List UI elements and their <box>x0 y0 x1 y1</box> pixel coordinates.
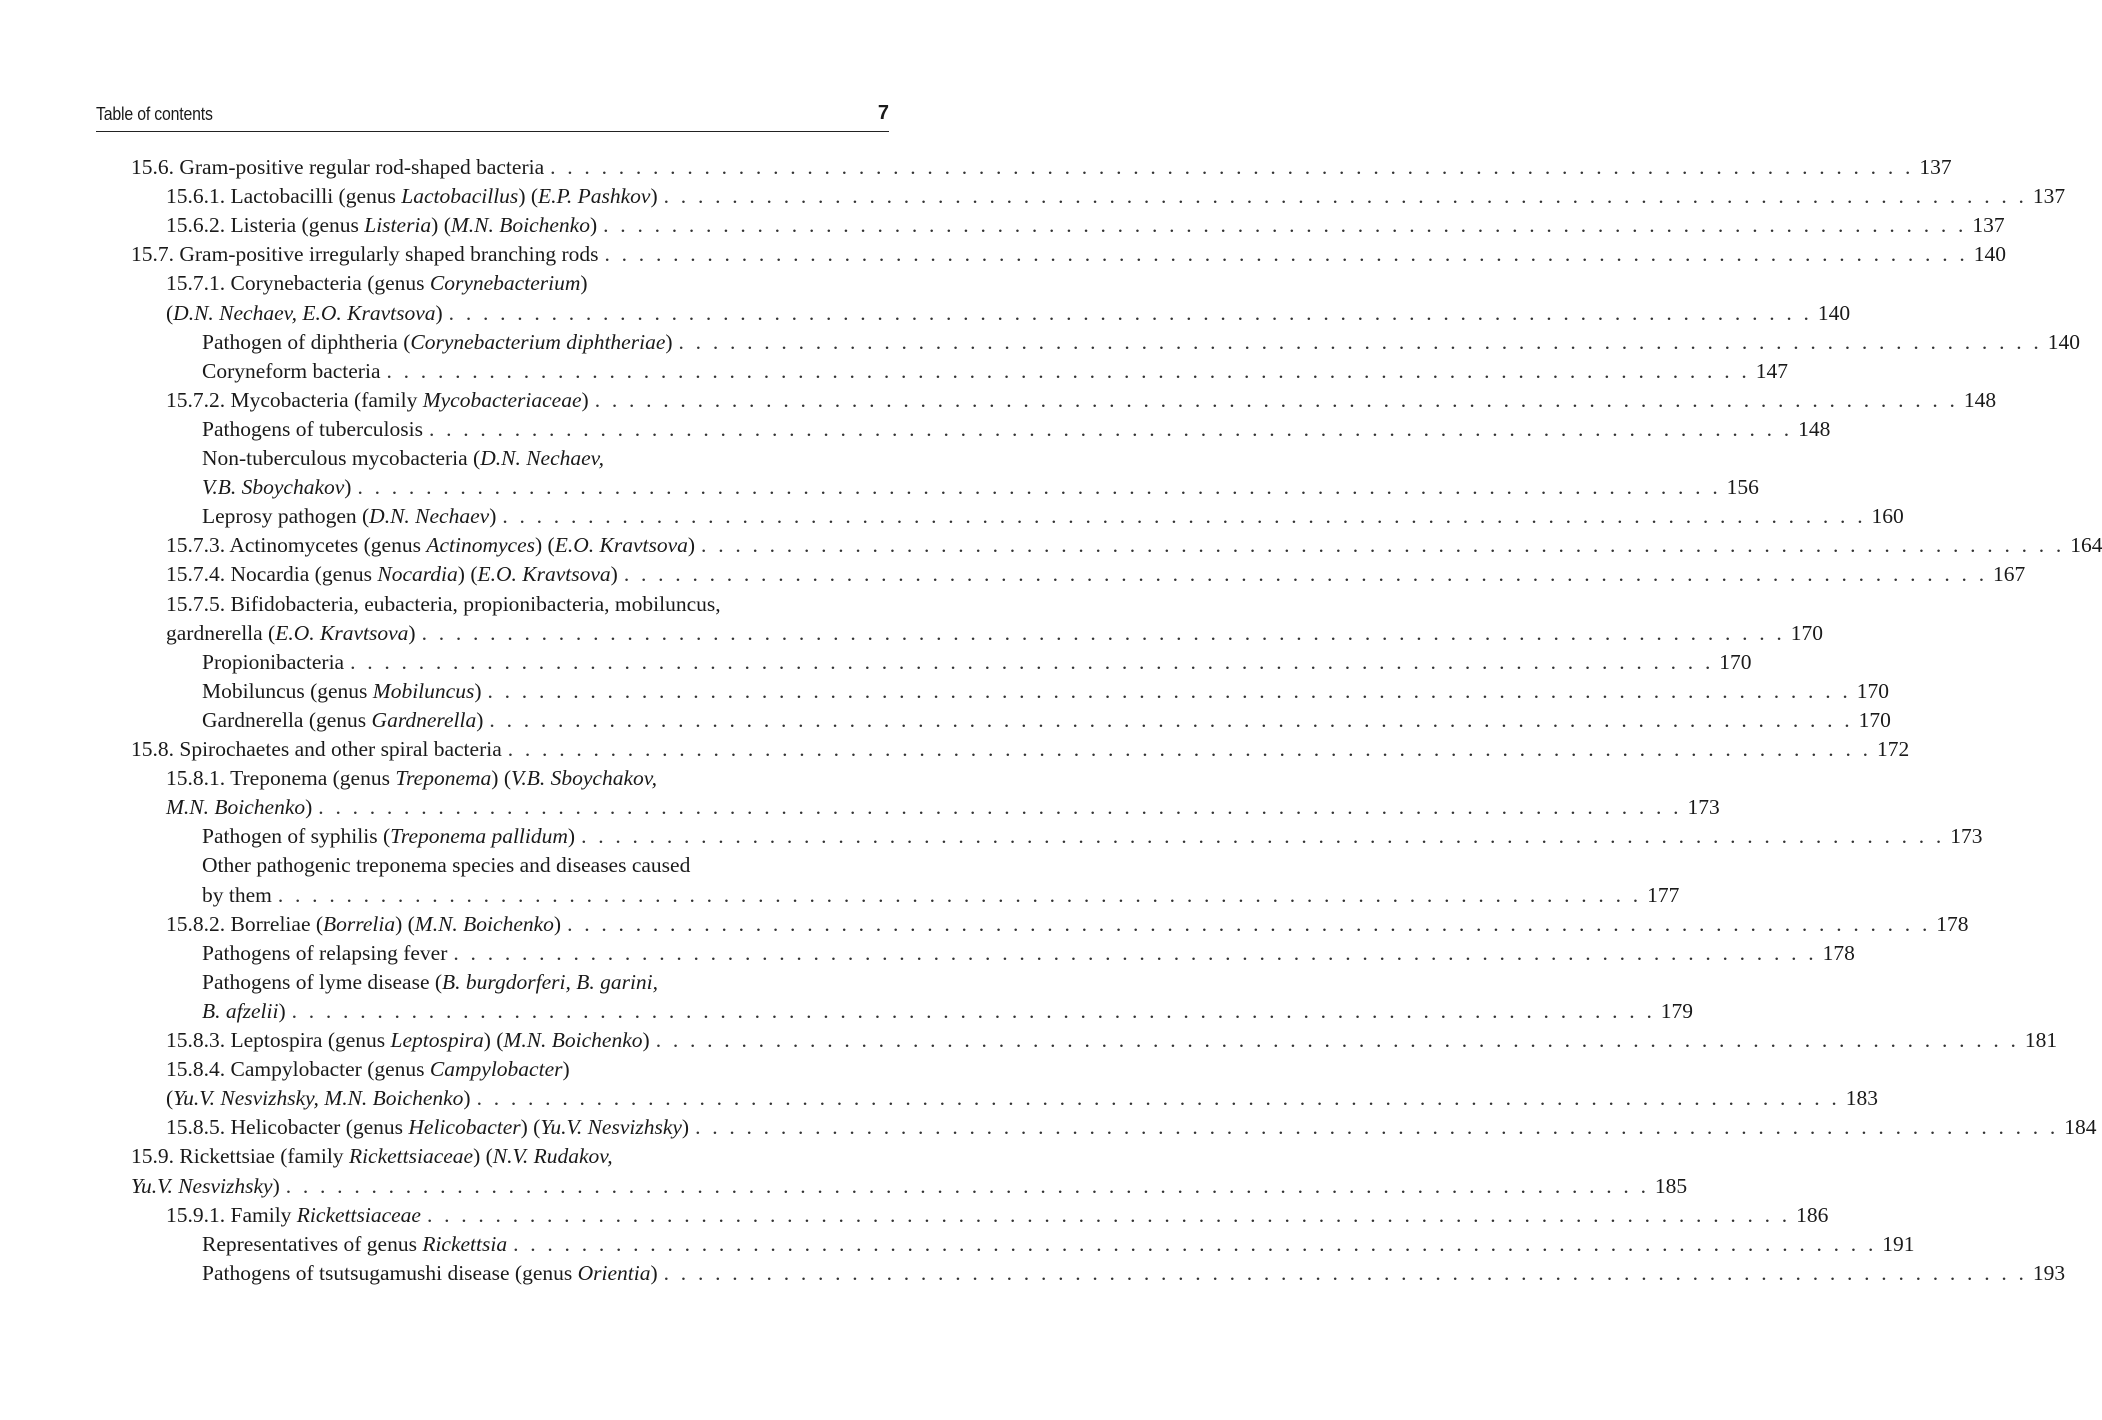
toc-entry-title: 15.6. Gram-positive regular rod-shaped bacteria <box>131 155 545 179</box>
dot-leader: . . . . . . . . . . . . . . . . . . . . . . . . . . . . . . . . . . . . . . . . . . . . . . . . . . . . . . . . . . . . . . . . . . . . . . . . . . . . . . . . <box>291 998 1656 1023</box>
toc-entry[interactable] <box>166 1055 570 1084</box>
toc-entry-title: Representatives of genus Rickettsia <box>202 1231 508 1256</box>
toc-entry-page: 181 <box>2024 1028 2058 1052</box>
toc-entry[interactable] <box>131 1142 613 1171</box>
toc-entry[interactable] <box>166 910 1969 939</box>
toc-entry-title: Other pathogenic treponema species and diseases caused <box>202 853 691 878</box>
toc-entry[interactable] <box>202 706 1891 735</box>
toc-entry[interactable] <box>202 851 690 880</box>
toc-entry-title: Leprosy pathogen (D.N. Nechaev) <box>202 504 497 529</box>
toc-entry[interactable] <box>131 153 1952 182</box>
dot-leader: . . . . . . . . . . . . . . . . . . . . . . . . . . . . . . . . . . . . . . . . . . . . . . . . . . . . . . . . . . . . . . . . . . . . . . . . . . . . . . . . <box>507 737 1872 761</box>
dot-leader: . . . . . . . . . . . . . . . . . . . . . . . . . . . . . . . . . . . . . . . . . . . . . . . . . . . . . . . . . . . . . . . . . . . . . . . . . . . . . . . . <box>386 358 1750 383</box>
toc-entry-title: 15.6.2. Listeria (genus Listeria) (M.N. Boichenko) <box>166 213 598 238</box>
toc-entry-title: (Yu.V. Nesvizhsky, M.N. Boichenko) <box>166 1086 471 1111</box>
dot-leader: . . . . . . . . . . . . . . . . . . . . . . . . . . . . . . . . . . . . . . . . . . . . . . . . . . . . . . . . . . . . . . . . . . . . . . . . . . . . . . . . <box>603 213 1967 238</box>
toc-entry-title: M.N. Boichenko) <box>166 795 313 820</box>
toc-entry[interactable] <box>166 299 1851 328</box>
dot-leader: . . . . . . . . . . . . . . . . . . . . . . . . . . . . . . . . . . . . . . . . . . . . . . . . . . . . . . . . . . . . . . . . . . . . . . . . . . . . . . . . <box>350 649 1714 674</box>
toc-entry[interactable] <box>166 619 1824 648</box>
dot-leader: . . . . . . . . . . . . . . . . . . . . . . . . . . . . . . . . . . . . . . . . . . . . . . . . . . . . . . . . . . . . . . . . . . . . . . . . . . . . . . . . <box>567 911 1931 936</box>
toc-entry[interactable] <box>166 1026 2058 1055</box>
dot-leader: . . . . . . . . . . . . . . . . . . . . . . . . . . . . . . . . . . . . . . . . . . . . . . . . . . . . . . . . . . . . . . . . . . . . . . . . . . . . . . . . <box>502 504 1866 529</box>
toc-entry-title: 15.9.1. Family Rickettsiaceae <box>166 1202 421 1227</box>
toc-entry-page: 186 <box>1796 1202 1829 1227</box>
toc-entry-title: 15.8.3. Leptospira (genus Leptospira) (M.N. Boichenko) <box>166 1028 650 1052</box>
toc-entry-page: 140 <box>1817 300 1851 325</box>
toc-entry-title: B. afzelii) <box>202 998 286 1023</box>
toc-entry-title: 15.8.4. Campylobacter (genus Campylobacter) <box>166 1057 570 1082</box>
dot-leader: . . . . . . . . . . . . . . . . . . . . . . . . . . . . . . . . . . . . . . . . . . . . . . . . . . . . . . . . . . . . . . . . . . . . . . . . . . . . . . . . <box>489 707 1853 732</box>
toc-entry[interactable] <box>131 1172 1688 1201</box>
dot-leader: . . . . . . . . . . . . . . . . . . . . . . . . . . . . . . . . . . . . . . . . . . . . . . . . . . . . . . . . . . . . . . . . . . . . . . . . . . . . . . . . <box>623 562 1988 587</box>
dot-leader: . . . . . . . . . . . . . . . . . . . . . . . . . . . . . . . . . . . . . . . . . . . . . . . . . . . . . . . . . . . . . . . . . . . . . . . . . . . . . . . . <box>695 1115 2059 1140</box>
dot-leader: . . . . . . . . . . . . . . . . . . . . . . . . . . . . . . . . . . . . . . . . . . . . . . . . . . . . . . . . . . . . . . . . . . . . . . . . . . . . . . . . <box>655 1028 2020 1052</box>
toc-entry-page: 170 <box>1858 707 1891 732</box>
dot-leader: . . . . . . . . . . . . . . . . . . . . . . . . . . . . . . . . . . . . . . . . . . . . . . . . . . . . . . . . . . . . . . . . . . . . . . . . . . . . . . . . <box>550 155 1914 179</box>
toc-entry-page: 137 <box>1919 155 1952 179</box>
toc-entry-title: 15.8.1. Treponema (genus Treponema) (V.B. Sboychakov, <box>166 766 658 791</box>
toc-entry[interactable] <box>202 1259 2066 1288</box>
toc-entry[interactable] <box>166 764 657 793</box>
dot-leader: . . . . . . . . . . . . . . . . . . . . . . . . . . . . . . . . . . . . . . . . . . . . . . . . . . . . . . . . . . . . . . . . . . . . . . . . . . . . . . . . <box>318 795 1682 820</box>
toc-entry[interactable] <box>166 590 721 619</box>
toc-entry-page: 170 <box>1856 678 1889 703</box>
dot-leader: . . . . . . . . . . . . . . . . . . . . . . . . . . . . . . . . . . . . . . . . . . . . . . . . . . . . . . . . . . . . . . . . . . . . . . . . . . . . . . . . <box>421 620 1786 645</box>
toc-entry[interactable] <box>166 182 2066 211</box>
toc-entry[interactable] <box>166 531 2102 560</box>
toc-entry-page: 184 <box>2064 1115 2097 1140</box>
toc-entry[interactable] <box>202 822 1983 851</box>
toc-entry[interactable] <box>202 415 1831 444</box>
toc-entry-title: Propionibacteria <box>202 649 345 674</box>
dot-leader: . . . . . . . . . . . . . . . . . . . . . . . . . . . . . . . . . . . . . . . . . . . . . . . . . . . . . . . . . . . . . . . . . . . . . . . . . . . . . . . . <box>476 1086 1841 1111</box>
toc-entry[interactable] <box>202 357 1788 386</box>
toc-entry[interactable] <box>166 1084 1879 1113</box>
toc-entry-page: 156 <box>1726 475 1759 500</box>
toc-entry[interactable] <box>166 269 588 298</box>
dot-leader: . . . . . . . . . . . . . . . . . . . . . . . . . . . . . . . . . . . . . . . . . . . . . . . . . . . . . . . . . . . . . . . . . . . . . . . . . . . . . . . . <box>663 1260 2028 1285</box>
toc-entry-title: V.B. Sboychakov) <box>202 475 352 500</box>
toc-entry[interactable] <box>202 502 1904 531</box>
toc-entry-title: Gardnerella (genus Gardnerella) <box>202 707 484 732</box>
dot-leader: . . . . . . . . . . . . . . . . . . . . . . . . . . . . . . . . . . . . . . . . . . . . . . . . . . . . . . . . . . . . . . . . . . . . . . . . . . . . . . . . <box>663 184 2028 209</box>
toc-entry-page: 178 <box>1822 940 1855 965</box>
dot-leader: . . . . . . . . . . . . . . . . . . . . . . . . . . . . . . . . . . . . . . . . . . . . . . . . . . . . . . . . . . . . . . . . . . . . . . . . . . . . . . . . <box>426 1202 1791 1227</box>
dot-leader: . . . . . . . . . . . . . . . . . . . . . . . . . . . . . . . . . . . . . . . . . . . . . . . . . . . . . . . . . . . . . . . . . . . . . . . . . . . . . . . . <box>277 882 1642 907</box>
dot-leader: . . . . . . . . . . . . . . . . . . . . . . . . . . . . . . . . . . . . . . . . . . . . . . . . . . . . . . . . . . . . . . . . . . . . . . . . . . . . . . . . <box>594 387 1959 412</box>
toc-entry-title: Coryneform bacteria <box>202 358 381 383</box>
toc-entry-title: 15.7.4. Nocardia (genus Nocardia) (E.O. Kravtsova) <box>166 562 618 587</box>
toc-entry-page: 148 <box>1963 387 1997 412</box>
toc-entry-page: 183 <box>1845 1086 1879 1111</box>
toc-entry-title: Pathogens of tsutsugamushi disease (genus Orientia) <box>202 1260 658 1285</box>
toc-entry[interactable] <box>166 386 1997 415</box>
toc-entry[interactable] <box>202 939 1855 968</box>
running-header-title: Table of contents <box>96 104 213 124</box>
dot-leader: . . . . . . . . . . . . . . . . . . . . . . . . . . . . . . . . . . . . . . . . . . . . . . . . . . . . . . . . . . . . . . . . . . . . . . . . . . . . . . . . <box>428 416 1793 441</box>
toc-entry[interactable] <box>202 677 1889 706</box>
toc-entry-page: 185 <box>1654 1173 1688 1198</box>
page-number: 7 <box>877 102 889 124</box>
dot-leader: . . . . . . . . . . . . . . . . . . . . . . . . . . . . . . . . . . . . . . . . . . . . . . . . . . . . . . . . . . . . . . . . . . . . . . . . . . . . . . . . <box>581 824 1945 849</box>
dot-leader: . . . . . . . . . . . . . . . . . . . . . . . . . . . . . . . . . . . . . . . . . . . . . . . . . . . . . . . . . . . . . . . . . . . . . . . . . . . . . . . . <box>513 1231 1877 1256</box>
toc-entry-page: 147 <box>1755 358 1788 383</box>
toc-entry-title: 15.7.3. Actinomycetes (genus Actinomyces) (E.O. Kravtsova) <box>166 533 696 558</box>
toc-entry-title: Non-tuberculous mycobacteria (D.N. Nechaev, <box>202 446 604 470</box>
toc-entry-page: 148 <box>1798 416 1831 441</box>
toc-entry-title: Mobiluncus (genus Mobiluncus) <box>202 678 482 703</box>
toc-entry-title: 15.7.2. Mycobacteria (family Mycobacteriaceae) <box>166 387 589 412</box>
dot-leader: . . . . . . . . . . . . . . . . . . . . . . . . . . . . . . . . . . . . . . . . . . . . . . . . . . . . . . . . . . . . . . . . . . . . . . . . . . . . . . . . <box>357 475 1721 500</box>
toc-entry-page: 160 <box>1871 504 1904 529</box>
toc-entry[interactable] <box>166 211 2005 240</box>
toc-entry-page: 170 <box>1790 620 1824 645</box>
toc-entry-page: 191 <box>1882 1231 1915 1256</box>
toc-entry[interactable] <box>202 997 1694 1026</box>
toc-entry[interactable] <box>202 648 1752 677</box>
toc-entry-title: 15.8.2. Borreliae (Borrelia) (M.N. Boichenko) <box>166 911 562 936</box>
toc-entry[interactable] <box>166 1113 2097 1142</box>
toc-entry-title: 15.9. Rickettsiae (family Rickettsiaceae) (N.V. Rudakov, <box>131 1144 613 1169</box>
toc-entry-page: 140 <box>1973 242 2006 267</box>
toc-entry-title: Pathogens of lyme disease (B. burgdorferi, B. garini, <box>202 969 659 994</box>
toc-entry-title: Pathogens of relapsing fever <box>202 940 448 965</box>
toc-entry-page: 178 <box>1936 911 1969 936</box>
toc-entry[interactable] <box>131 735 1910 764</box>
toc-entry-page: 177 <box>1647 882 1680 907</box>
toc-entry-page: 193 <box>2032 1260 2066 1285</box>
toc-entry-title: Pathogens of tuberculosis <box>202 416 423 441</box>
toc-entry-page: 140 <box>2047 329 2080 354</box>
dot-leader: . . . . . . . . . . . . . . . . . . . . . . . . . . . . . . . . . . . . . . . . . . . . . . . . . . . . . . . . . . . . . . . . . . . . . . . . . . . . . . . . <box>604 242 1968 267</box>
toc-entry-page: 137 <box>2032 184 2066 209</box>
dot-leader: . . . . . . . . . . . . . . . . . . . . . . . . . . . . . . . . . . . . . . . . . . . . . . . . . . . . . . . . . . . . . . . . . . . . . . . . . . . . . . . . <box>678 329 2042 354</box>
dot-leader: . . . . . . . . . . . . . . . . . . . . . . . . . . . . . . . . . . . . . . . . . . . . . . . . . . . . . . . . . . . . . . . . . . . . . . . . . . . . . . . . <box>453 940 1817 965</box>
toc-entry-title: gardnerella (E.O. Kravtsova) <box>166 620 416 645</box>
toc-entry[interactable] <box>202 328 2080 357</box>
toc-entry-page: 173 <box>1687 795 1720 820</box>
toc-entry[interactable] <box>202 881 1680 910</box>
toc-entry-title: 15.6.1. Lactobacilli (genus Lactobacillus) (E.P. Pashkov) <box>166 184 658 209</box>
toc-entry-title: Yu.V. Nesvizhsky) <box>131 1173 280 1198</box>
toc-entry[interactable] <box>166 1201 1829 1230</box>
toc-entry[interactable] <box>166 793 1720 822</box>
toc-entry[interactable] <box>202 968 658 997</box>
toc-entry-page: 137 <box>1972 213 2005 238</box>
toc-entry-page: 173 <box>1950 824 1983 849</box>
toc-entry[interactable] <box>202 444 604 473</box>
toc-entry-title: (D.N. Nechaev, E.O. Kravtsova) <box>166 300 443 325</box>
toc-entry[interactable] <box>131 240 2006 269</box>
dot-leader: . . . . . . . . . . . . . . . . . . . . . . . . . . . . . . . . . . . . . . . . . . . . . . . . . . . . . . . . . . . . . . . . . . . . . . . . . . . . . . . . <box>285 1173 1650 1198</box>
toc-entry[interactable] <box>202 1230 1915 1259</box>
dot-leader: . . . . . . . . . . . . . . . . . . . . . . . . . . . . . . . . . . . . . . . . . . . . . . . . . . . . . . . . . . . . . . . . . . . . . . . . . . . . . . . . <box>448 300 1813 325</box>
toc-entry-page: 167 <box>1993 562 2026 587</box>
page-header <box>96 100 889 132</box>
toc-entry-title: by them <box>202 882 272 907</box>
dot-leader: . . . . . . . . . . . . . . . . . . . . . . . . . . . . . . . . . . . . . . . . . . . . . . . . . . . . . . . . . . . . . . . . . . . . . . . . . . . . . . . . <box>701 533 2065 558</box>
toc-entry-title: 15.8.5. Helicobacter (genus Helicobacter) (Yu.V. Nesvizhsky) <box>166 1115 690 1140</box>
toc-entry-title: 15.7.1. Corynebacteria (genus Corynebacterium) <box>166 271 588 296</box>
toc-entry-title: 15.7.5. Bifidobacteria, eubacteria, propionibacteria, mobiluncus, <box>166 591 721 616</box>
toc-entry-title: 15.7. Gram-positive irregularly shaped branching rods <box>131 242 599 267</box>
toc-entry[interactable] <box>202 473 1759 502</box>
toc-entry-page: 170 <box>1719 649 1752 674</box>
toc-entry[interactable] <box>166 560 2026 589</box>
dot-leader: . . . . . . . . . . . . . . . . . . . . . . . . . . . . . . . . . . . . . . . . . . . . . . . . . . . . . . . . . . . . . . . . . . . . . . . . . . . . . . . . <box>487 678 1851 703</box>
toc-entry-title: Pathogen of diphtheria (Corynebacterium diphtheriae) <box>202 329 673 354</box>
toc-entry-title: 15.8. Spirochaetes and other spiral bacteria <box>131 737 502 761</box>
toc-entry-page: 164 <box>2070 533 2102 558</box>
toc-entry-page: 172 <box>1876 737 1910 761</box>
toc-entry-page: 179 <box>1660 998 1694 1023</box>
toc-entry-title: Pathogen of syphilis (Treponema pallidum) <box>202 824 576 849</box>
